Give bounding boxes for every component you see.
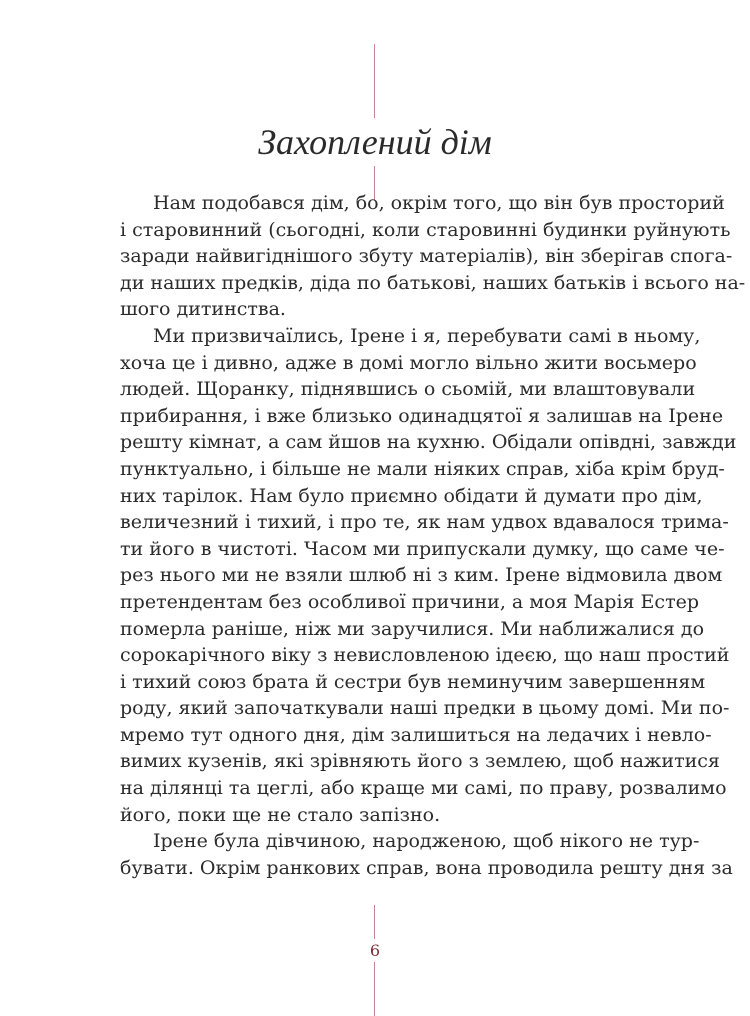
text-line: Ірене була дівчиною, народженою, щоб нікого не тур- xyxy=(153,830,700,853)
paragraph-3 xyxy=(120,828,733,881)
text-line: роду, який започаткували наші предки в цьому домі. Ми по- xyxy=(120,697,730,720)
text-line: на ділянці та цеглі, або краще ми самі, по праву, розвалимо xyxy=(120,777,727,800)
text-line: ди наших предків, діда по батькові, наших батьків і всього на- xyxy=(120,271,746,294)
text-line: прибирання, і вже близько одинадцятої я залишав на Ірене xyxy=(120,404,724,427)
chapter-title xyxy=(0,118,750,166)
paragraph-1 xyxy=(120,190,746,323)
text-line: пунктуально, і більше не мали ніяких справ, хіба крім бруд- xyxy=(120,457,725,480)
text-line: решту кімнат, а сам йшов на кухню. Обідали опівдні, завжди xyxy=(120,431,737,454)
text-line: ти його в чистоті. Часом ми припускали думку, що саме че- xyxy=(120,537,725,560)
text-line: хоча це і дивно, адже в домі могло вільно жити восьмеро xyxy=(120,351,697,374)
paragraph-2 xyxy=(120,323,737,828)
text-line: померла раніше, ніж ми заручилися. Ми наближалися до xyxy=(120,617,705,640)
text-line: Нам подобався дім, бо, окрім того, що він був просторий xyxy=(153,192,725,214)
text-line: і старовинний (сьогодні, коли старовинні будинки руйнують xyxy=(120,218,731,241)
text-line: Ми призвичаїлись, Ірене і я, перебувати самі в ньому, xyxy=(153,324,701,347)
text-line: них тарілок. Нам було приємно обідати й думати про дім, xyxy=(120,484,703,507)
text-line: заради найвигіднішого збуту матеріалів), він зберігав спога- xyxy=(120,245,733,268)
chapter-title-text: Захоплений дім xyxy=(252,122,498,162)
text-line: його, поки ще не стало запізно. xyxy=(120,803,441,826)
text-line: рез нього ми не взяли шлюб ні з ким. Ірене відмовила двом xyxy=(120,564,723,587)
text-line: і тихий союз брата й сестри був неминучим завершенням xyxy=(120,670,706,693)
text-line: величезний і тихий, і про те, як нам удвох вдавалося трима- xyxy=(120,511,729,534)
text-line: сорокарічного віку з невисловленою ідеєю, що наш простий xyxy=(120,644,730,667)
body-text xyxy=(120,190,746,881)
text-line: бувати. Окрім ранкових справ, вона проводила решту дня за xyxy=(120,856,733,879)
text-line: претендентам без особливої причини, а моя Марія Естер xyxy=(120,590,699,613)
text-line: людей. Щоранку, піднявшись о сьомій, ми влаштовували xyxy=(120,378,696,401)
page-number-text: 6 xyxy=(365,939,385,962)
text-line: шого дитинства. xyxy=(120,298,286,321)
text-line: вимих кузенів, які зрівняють його з землею, щоб нажитися xyxy=(120,750,720,773)
page-number xyxy=(0,941,750,961)
text-line: мремо тут одного дня, дім залишиться на ледачих і невло- xyxy=(120,723,712,746)
